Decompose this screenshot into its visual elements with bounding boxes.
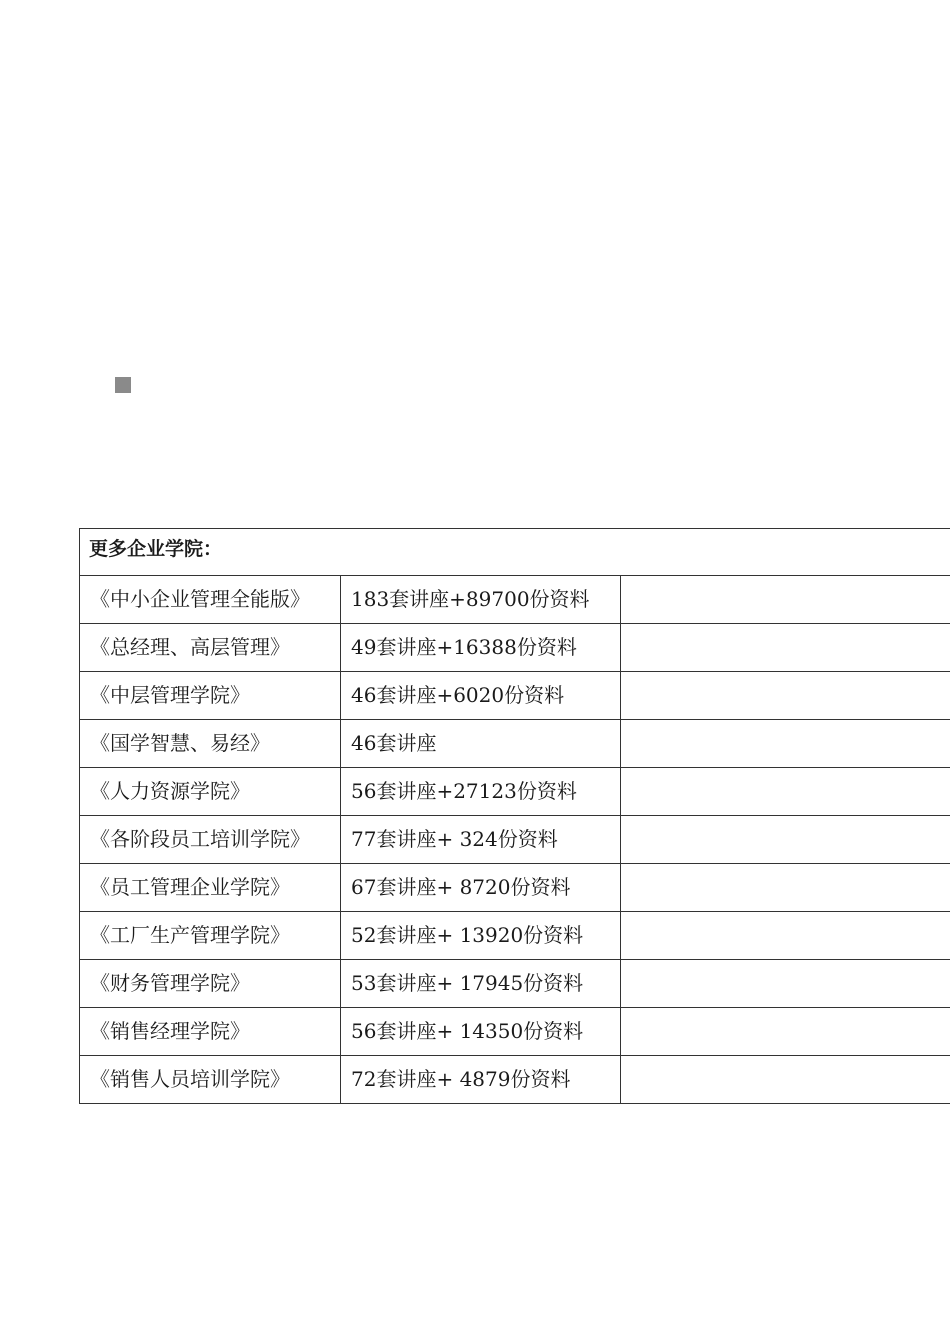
academy-name-cell: 《中小企业管理全能版》 bbox=[80, 576, 341, 624]
academy-details-cell: 56套讲座+ 14350份资料 bbox=[341, 1008, 621, 1056]
academy-name-cell: 《各阶段员工培训学院》 bbox=[80, 816, 341, 864]
table-row bbox=[80, 672, 950, 720]
academy-extra-cell bbox=[621, 576, 950, 624]
academy-details-cell: 72套讲座+ 4879份资料 bbox=[341, 1056, 621, 1104]
academy-name-cell: 《财务管理学院》 bbox=[80, 960, 341, 1008]
table-row bbox=[80, 960, 950, 1008]
academy-extra-cell bbox=[621, 720, 950, 768]
table-row bbox=[80, 624, 950, 672]
academy-details-cell: 52套讲座+ 13920份资料 bbox=[341, 912, 621, 960]
academy-name-cell: 《员工管理企业学院》 bbox=[80, 864, 341, 912]
table-row bbox=[80, 768, 950, 816]
table-row bbox=[80, 816, 950, 864]
table-row bbox=[80, 720, 950, 768]
academy-details-cell: 77套讲座+ 324份资料 bbox=[341, 816, 621, 864]
academy-details-cell: 183套讲座+89700份资料 bbox=[341, 576, 621, 624]
academy-table bbox=[79, 528, 950, 1104]
table-row bbox=[80, 912, 950, 960]
academy-name-cell: 《人力资源学院》 bbox=[80, 768, 341, 816]
academy-name-cell: 《总经理、高层管理》 bbox=[80, 624, 341, 672]
academy-extra-cell bbox=[621, 672, 950, 720]
academy-details-cell: 56套讲座+27123份资料 bbox=[341, 768, 621, 816]
academy-extra-cell bbox=[621, 1056, 950, 1104]
academy-details-cell: 46套讲座 bbox=[341, 720, 621, 768]
academy-name-cell: 《中层管理学院》 bbox=[80, 672, 341, 720]
table-title: 更多企业学院： bbox=[80, 529, 950, 576]
academy-extra-cell bbox=[621, 816, 950, 864]
table-row bbox=[80, 1056, 950, 1104]
academy-name-cell: 《销售经理学院》 bbox=[80, 1008, 341, 1056]
bullet-square-icon bbox=[115, 377, 131, 393]
table-row bbox=[80, 864, 950, 912]
academy-extra-cell bbox=[621, 960, 950, 1008]
table-header-row bbox=[80, 529, 950, 576]
academy-details-cell: 49套讲座+16388份资料 bbox=[341, 624, 621, 672]
academy-extra-cell bbox=[621, 912, 950, 960]
table-row bbox=[80, 576, 950, 624]
academy-name-cell: 《国学智慧、易经》 bbox=[80, 720, 341, 768]
academy-extra-cell bbox=[621, 624, 950, 672]
academy-details-cell: 46套讲座+6020份资料 bbox=[341, 672, 621, 720]
table-row bbox=[80, 1008, 950, 1056]
academy-extra-cell bbox=[621, 768, 950, 816]
academy-details-cell: 53套讲座+ 17945份资料 bbox=[341, 960, 621, 1008]
academy-name-cell: 《工厂生产管理学院》 bbox=[80, 912, 341, 960]
academy-table-container bbox=[79, 528, 950, 1104]
academy-extra-cell bbox=[621, 864, 950, 912]
academy-name-cell: 《销售人员培训学院》 bbox=[80, 1056, 341, 1104]
academy-extra-cell bbox=[621, 1008, 950, 1056]
academy-details-cell: 67套讲座+ 8720份资料 bbox=[341, 864, 621, 912]
